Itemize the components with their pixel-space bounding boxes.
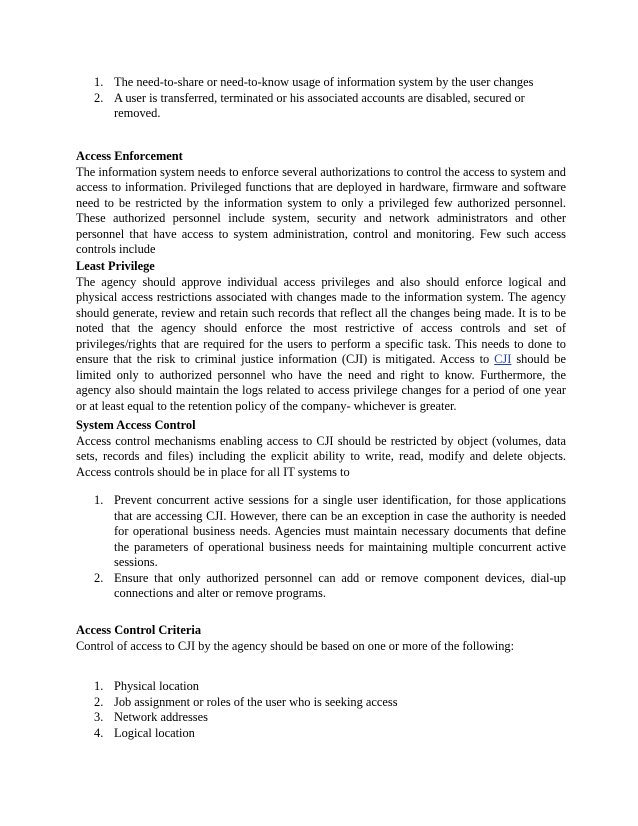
list-text: Network addresses <box>114 710 208 724</box>
section-heading: Access Enforcement <box>76 149 183 163</box>
list-text: Logical location <box>114 725 195 740</box>
list-number: 1. <box>94 493 104 507</box>
system-access-control-list <box>76 493 566 602</box>
list-number: 1. <box>94 679 104 693</box>
list-number: 2. <box>94 694 104 709</box>
list-text: Ensure that only authorized personnel can add or remove component devices, dial-up connections and alter or remove programs. <box>114 570 566 600</box>
list-number: 1. <box>94 75 104 89</box>
system-access-control-section <box>76 418 566 480</box>
list-number: 4. <box>94 725 104 740</box>
list-text: Prevent concurrent active sessions for a single user identification, for those applications that are accessing CJI. However, there can be an exception in case the authority is needed for operational business needs. Agencies must maintain necessary documents that define the parameters of operational business needs for maintaining multiple concurrent active sessions. <box>114 493 566 569</box>
list-item <box>76 75 566 91</box>
list-item <box>76 710 566 726</box>
list-item <box>76 695 566 711</box>
list-item <box>76 726 566 742</box>
list-text: A user is transferred, terminated or his associated accounts are disabled, secured or removed. <box>114 90 525 120</box>
section-heading: Access Control Criteria <box>76 623 202 637</box>
list-item <box>76 679 566 695</box>
list-text: Physical location <box>114 679 199 693</box>
cji-link[interactable]: CJI <box>494 352 512 366</box>
list-item <box>76 91 566 122</box>
section-body: Control of access to CJI by the agency should be based on one or more of the following: <box>76 638 515 653</box>
list-number: 2. <box>94 90 104 105</box>
body-text-before: The agency should approve individual access privileges and also should enforce logical and physical access restrictions associated with changes made to the information system. The agency should generate, review and retain such records that reflect all the changes being made. It is to be noted that the agency should enforce the most restrictive of access controls and set of privileges/rights that are required for the users to perform a specific task. This needs to done to ensure that the risk to criminal justice information (CJI) is mitigated. Access to <box>76 274 566 366</box>
section-heading: Least Privilege <box>76 259 155 273</box>
section-body: The information system needs to enforce several authorizations to control the access to system and access to information. Privileged functions that are deployed in hardware, firmware and software need to be restricted by the information system to only a privileged few authorized personnel. These authorized personnel include system, security and network administrators and other personnel that have access to system administration, control and monitoring. Few such access controls include <box>76 164 566 256</box>
least-privilege-section <box>76 259 566 414</box>
list-text: The need-to-share or need-to-know usage of information system by the user changes <box>114 75 534 89</box>
list-item <box>76 493 566 571</box>
access-control-criteria-list <box>76 679 566 741</box>
list-text: Job assignment or roles of the user who is seeking access <box>114 694 398 709</box>
top-list <box>76 75 566 122</box>
section-body: Access control mechanisms enabling access to CJI should be restricted by object (volumes, data sets, records and files) including the explicit ability to write, read, modify and delete objects. Access controls should be in place for all IT systems to <box>76 433 566 479</box>
list-number: 2. <box>94 570 104 585</box>
section-body <box>76 275 566 415</box>
list-item <box>76 571 566 602</box>
list-number: 3. <box>94 710 104 724</box>
section-heading: System Access Control <box>76 418 196 432</box>
body-text-after: should be limited only to authorized personnel who have the need and right to know. Furthermore, the agency also should maintain the logs related to access privilege changes for a period of one year or at least equal to the retention policy of the company- whichever is greater. <box>76 352 566 413</box>
access-enforcement-section <box>76 149 566 258</box>
access-control-criteria-section <box>76 623 566 654</box>
